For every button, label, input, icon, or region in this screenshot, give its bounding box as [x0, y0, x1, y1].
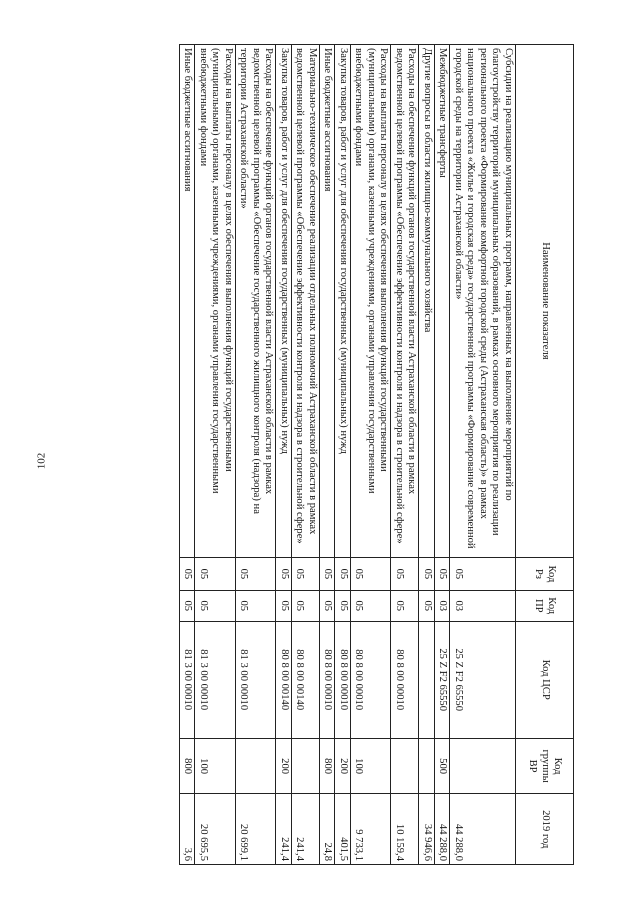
header-csr: Код ЦСР [516, 621, 574, 738]
row-csr: 80 8 00 00010 [320, 621, 336, 738]
header-name: Наименование показателя [516, 45, 574, 558]
table-row [351, 45, 392, 865]
row-name: Иные бюджетные ассигнования [320, 45, 336, 558]
row-rz: 05 [180, 557, 196, 590]
table-row [236, 45, 277, 865]
row-csr [419, 621, 435, 738]
row-rz: 05 [335, 557, 351, 590]
row-name: Расходы на обеспечение функций органов государственной власти Астраханской области в рамках ведомственной целевой программы «Обеспечение государственного жилищного контроля (надзора) на территории Астраханской области» [236, 45, 277, 558]
row-rz: 05 [195, 557, 236, 590]
row-value: 44 288,0 [450, 794, 516, 865]
row-pr: 03 [450, 590, 516, 621]
row-value: 9 733,1 [351, 794, 392, 865]
row-name: Межбюджетные трансферты [435, 45, 451, 558]
row-pr: 05 [419, 590, 435, 621]
row-csr: 80 8 00 00010 [351, 621, 392, 738]
row-value: 20 695,5 [195, 794, 236, 865]
row-csr: 81 3 00 00010 [236, 621, 277, 738]
table-row [435, 45, 451, 865]
row-csr: 25 Z F2 65550 [450, 621, 516, 738]
header-rz: Код Рз [516, 557, 574, 590]
table-row [320, 45, 336, 865]
header-year: 2019 год [516, 794, 574, 865]
row-vr: 500 [435, 738, 451, 794]
row-pr: 05 [180, 590, 196, 621]
row-rz: 05 [276, 557, 292, 590]
row-value: 401,5 [335, 794, 351, 865]
table-row [180, 45, 196, 865]
row-csr: 80 8 00 00140 [276, 621, 292, 738]
row-vr [292, 738, 320, 794]
rotated-table-container [78, 44, 574, 865]
row-name: Закупка товаров, работ и услуг для обеспечения государственных (муниципальных) нужд [276, 45, 292, 558]
row-value: 34 946,6 [419, 794, 435, 865]
row-vr [391, 738, 419, 794]
table-row [292, 45, 320, 865]
table-row [419, 45, 435, 865]
row-vr: 200 [335, 738, 351, 794]
row-name: Закупка товаров, работ и услуг для обеспечения государственных (муниципальных) нужд [335, 45, 351, 558]
row-rz: 05 [351, 557, 392, 590]
row-value: 44 288,0 [435, 794, 451, 865]
row-rz: 05 [419, 557, 435, 590]
row-value: 3,6 [180, 794, 196, 865]
page-number: 102 [35, 452, 48, 470]
table-row [195, 45, 236, 865]
row-pr: 05 [236, 590, 277, 621]
row-pr: 03 [435, 590, 451, 621]
row-csr: 81 3 00 00010 [180, 621, 196, 738]
row-vr: 100 [351, 738, 392, 794]
row-csr: 81 3 00 00010 [195, 621, 236, 738]
budget-table [179, 44, 574, 865]
table-header-row [516, 45, 574, 865]
row-name: Расходы на выплаты персоналу в целях обеспечения выполнения функций государственными (муниципальными) органами, казенными учреждениями, органами управления государственными внебюджетными фондами [351, 45, 392, 558]
header-vr: Код группы ВР [516, 738, 574, 794]
row-vr: 200 [276, 738, 292, 794]
table-row [276, 45, 292, 865]
row-name: Расходы на обеспечение функций органов государственной власти Астраханской области в рамках ведомственной целевой программы «Обеспечение эффективности контроля и надзора в строительной сфере» [391, 45, 419, 558]
row-vr [450, 738, 516, 794]
row-value: 241,4 [276, 794, 292, 865]
row-rz: 05 [391, 557, 419, 590]
row-pr: 05 [391, 590, 419, 621]
row-name: Иные бюджетные ассигнования [180, 45, 196, 558]
row-name: Расходы на выплаты персоналу в целях обеспечения выполнения функций государственными (муниципальными) органами, казенными учреждениями, органами управления государственными внебюджетными фондами [195, 45, 236, 558]
row-pr: 05 [351, 590, 392, 621]
row-csr: 25 Z F2 65550 [435, 621, 451, 738]
table-row [450, 45, 516, 865]
table-body [180, 45, 516, 865]
row-name: Материально-техническое обеспечение реализации отдельных полномочий Астраханской области в рамках ведомственной целевой программы «Обеспечение эффективности контроля и надзора в строительной сфере» [292, 45, 320, 558]
row-rz: 05 [292, 557, 320, 590]
row-csr: 80 8 00 00010 [335, 621, 351, 738]
row-pr: 05 [276, 590, 292, 621]
row-vr: 800 [320, 738, 336, 794]
row-rz: 05 [450, 557, 516, 590]
row-rz: 05 [435, 557, 451, 590]
row-pr: 05 [195, 590, 236, 621]
row-csr: 80 8 00 00010 [391, 621, 419, 738]
row-vr: 800 [180, 738, 196, 794]
row-name: Субсидии на реализацию муниципальных программ, направленных на выполнение мероприятий по благоустройству территорий муниципальных образований, в рамках основного мероприятия по реализации регионального проекта «Формирование комфортной городской среды (Астраханская область)» в рамках национального проекта «Жилье и городская среда» государственной программы «Формирование современной городской среды на территории Астраханской области» [450, 45, 516, 558]
row-value: 10 159,4 [391, 794, 419, 865]
table-row [335, 45, 351, 865]
row-pr: 05 [320, 590, 336, 621]
row-vr [236, 738, 277, 794]
row-pr: 05 [292, 590, 320, 621]
row-rz: 05 [236, 557, 277, 590]
row-pr: 05 [335, 590, 351, 621]
row-vr: 100 [195, 738, 236, 794]
row-value: 20 699,1 [236, 794, 277, 865]
row-vr [419, 738, 435, 794]
header-pr: Код ПР [516, 590, 574, 621]
row-name: Другие вопросы в области жилищно-коммунального хозяйства [419, 45, 435, 558]
row-value: 24,8 [320, 794, 336, 865]
row-value: 241,4 [292, 794, 320, 865]
table-row [391, 45, 419, 865]
row-rz: 05 [320, 557, 336, 590]
row-csr: 80 8 00 00140 [292, 621, 320, 738]
